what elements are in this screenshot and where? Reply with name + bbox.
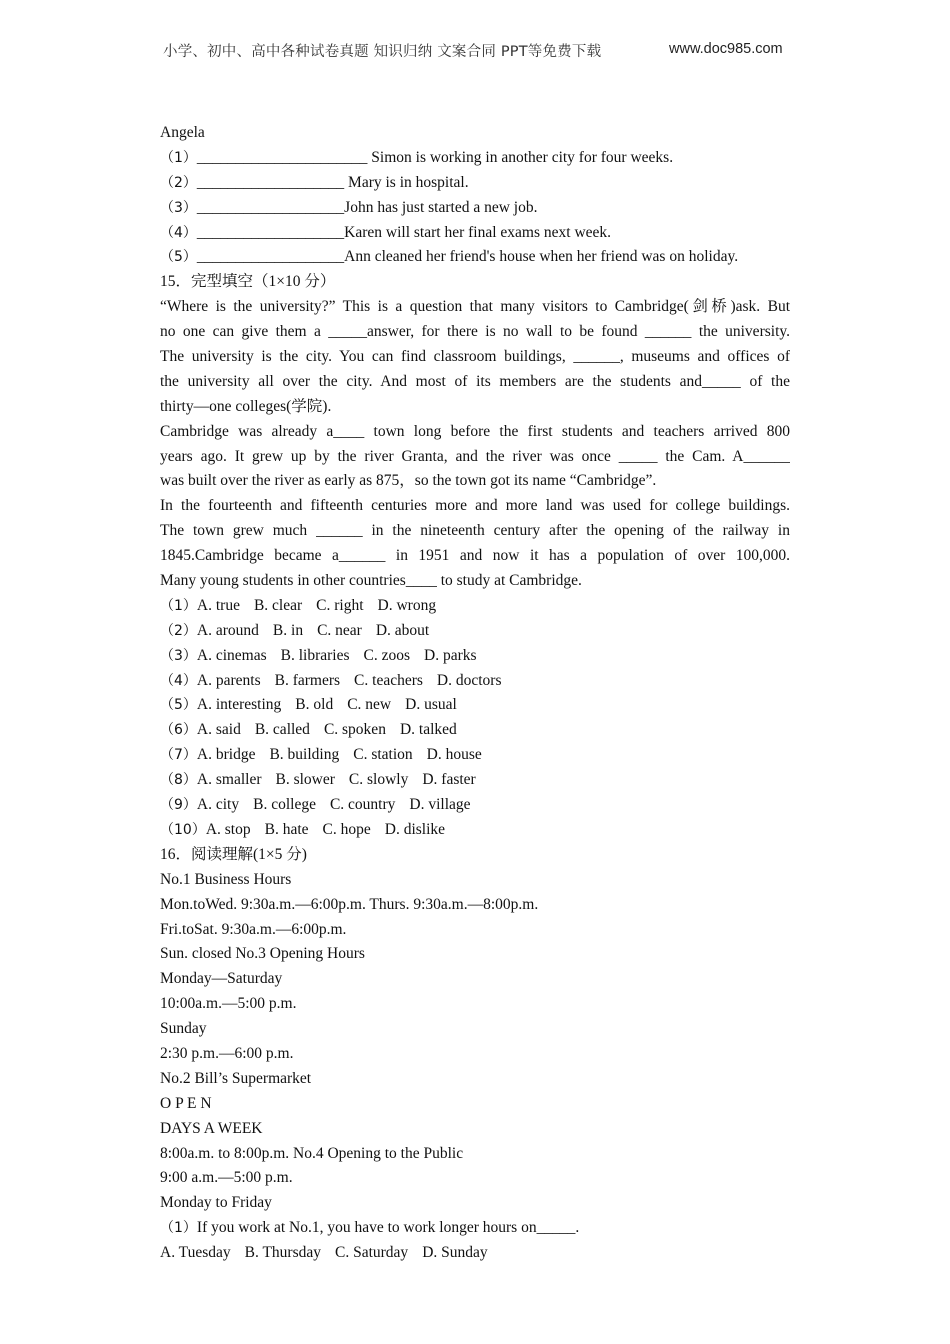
document-body	[160, 121, 790, 1266]
question-text: If you work at No.1, you have to work longer hours on_____.	[196, 1219, 580, 1237]
answer-option[interactable]: D. parks	[424, 646, 477, 664]
question-number: （7）	[160, 747, 197, 764]
notice-line: Monday—Saturday	[160, 970, 283, 988]
matching-item	[160, 146, 790, 171]
item-number: （4）	[160, 224, 197, 241]
passage-line: no one can give them a _____answer, for there is no wall to be found ______ the university.	[160, 323, 790, 341]
answer-option[interactable]: B. clear	[253, 596, 303, 614]
question-number: （2）	[160, 622, 197, 639]
answer-option[interactable]: C. station	[353, 746, 413, 764]
answer-option[interactable]: B. Thursday	[244, 1244, 321, 1262]
question-number: （9）	[160, 797, 197, 814]
item-text: John has just started a new job.	[344, 198, 538, 216]
answer-option[interactable]: D. Sunday	[422, 1244, 488, 1262]
answer-option[interactable]: C. right	[316, 596, 364, 614]
answer-option[interactable]: A. stop	[205, 820, 251, 838]
question-number: （5）	[160, 697, 197, 714]
passage-line: The town grew much ______ in the nineteenth century after the opening of the railway in	[160, 522, 790, 540]
answer-option[interactable]: A. smaller	[196, 771, 262, 789]
cloze-question	[160, 594, 790, 619]
reading-title: 16．阅读理解(1×5 分)	[160, 845, 307, 863]
cloze-question	[160, 693, 790, 718]
notice-line: Mon.toWed. 9:30a.m.—6:00p.m. Thurs. 9:30a.m.—8:00p.m.	[160, 895, 539, 913]
cloze-question	[160, 669, 790, 694]
notice-line: 9:00 a.m.—5:00 p.m.	[160, 1169, 293, 1187]
answer-option[interactable]: D. village	[409, 796, 471, 814]
answer-option[interactable]: D. faster	[422, 771, 476, 789]
answer-option[interactable]: B. in	[272, 621, 304, 639]
item-text: Ann cleaned her friend's house when her friend was on holiday.	[344, 248, 739, 266]
answer-option[interactable]: C. hope	[322, 820, 371, 838]
reading-question	[160, 1216, 790, 1241]
matching-item	[160, 245, 790, 270]
item-number: （5）	[160, 249, 197, 266]
item-number: （1）	[160, 149, 197, 166]
notice-line: Sunday	[160, 1020, 207, 1038]
answer-option[interactable]: C. zoos	[363, 646, 411, 664]
answer-option[interactable]: D. house	[426, 746, 482, 764]
item-text: Simon is working in another city for four weeks.	[367, 148, 674, 166]
passage-line: the university all over the city. And most of its members are the students and_____ of the	[160, 372, 790, 390]
answer-option[interactable]: B. libraries	[280, 646, 350, 664]
cloze-question	[160, 644, 790, 669]
notice-line: O P E N	[160, 1094, 212, 1112]
answer-option[interactable]: C. country	[329, 796, 396, 814]
page-header	[0, 40, 950, 64]
answer-option[interactable]: B. hate	[264, 820, 309, 838]
cloze-question	[160, 818, 790, 843]
cloze-question	[160, 793, 790, 818]
answer-option[interactable]: C. slowly	[348, 771, 409, 789]
notice-line: Monday to Friday	[160, 1194, 272, 1212]
answer-option[interactable]: C. spoken	[323, 721, 386, 739]
passage-line: Many young students in other countries____ to study at Cambridge.	[160, 572, 582, 590]
question-number: （1）	[160, 1220, 197, 1237]
passage-line: In the fourteenth and fifteenth centuries more and more land was used for college buildings.	[160, 497, 790, 515]
answer-option[interactable]: A. interesting	[196, 696, 282, 714]
answer-option[interactable]: B. called	[254, 721, 310, 739]
cloze-question	[160, 619, 790, 644]
question-number: （8）	[160, 772, 197, 789]
cloze-questions	[160, 594, 790, 843]
answer-blank[interactable]: ___________________	[196, 198, 345, 216]
passage-line: 1845.Cambridge became a______ in 1951 and now it has a population of over 100,000.	[160, 547, 790, 565]
answer-option[interactable]: A. said	[196, 721, 241, 739]
item-number: （2）	[160, 174, 197, 191]
answer-option[interactable]: D. wrong	[377, 596, 437, 614]
answer-option[interactable]: B. building	[269, 746, 340, 764]
notice-line: Fri.toSat. 9:30a.m.—6:00p.m.	[160, 920, 347, 938]
item-text: Karen will start her final exams next week.	[344, 223, 612, 241]
answer-option[interactable]: A. bridge	[196, 746, 256, 764]
matching-item	[160, 221, 790, 246]
notice-line: 10:00a.m.—5:00 p.m.	[160, 995, 297, 1013]
notice-line: No.2 Bill’s Supermarket	[160, 1069, 312, 1087]
question-number: （6）	[160, 722, 197, 739]
answer-blank[interactable]: ______________________	[196, 148, 368, 166]
notice-line: No.1 Business Hours	[160, 870, 292, 888]
answer-option[interactable]: C. new	[347, 696, 392, 714]
answer-option[interactable]: D. dislike	[384, 820, 446, 838]
answer-blank[interactable]: ___________________	[196, 248, 345, 266]
cloze-question	[160, 743, 790, 768]
answer-option[interactable]: A. parents	[196, 671, 261, 689]
matching-item	[160, 171, 790, 196]
answer-blank[interactable]: ___________________	[196, 223, 345, 241]
question-number: （4）	[160, 672, 197, 689]
header-text: 小学、初中、高中各种试卷真题 知识归纳 文案合同 PPT等免费下载	[163, 44, 602, 60]
question-number: （3）	[160, 647, 197, 664]
passage-line: was built over the river as early as 875，so the town got its name “Cambridge”.	[160, 472, 657, 490]
passage-line: years ago. It grew up by the river Granta, and the river was once _____ the Cam. A______	[160, 447, 790, 465]
cloze-title: 15．完型填空（1×10 分）	[160, 273, 336, 291]
matching-item	[160, 196, 790, 221]
matching-items	[160, 146, 790, 270]
answer-option[interactable]: D. doctors	[436, 671, 502, 689]
answer-option[interactable]: B. slower	[275, 771, 335, 789]
notice-line: DAYS A WEEK	[160, 1119, 263, 1137]
answer-blank[interactable]: ___________________	[196, 173, 345, 191]
reading-notices	[160, 868, 790, 1216]
answer-option[interactable]: C. teachers	[354, 671, 423, 689]
answer-option[interactable]: D. talked	[399, 721, 457, 739]
passage-line: “Where is the university?” This is a question that many visitors to Cambridge(剑桥)ask. But	[160, 298, 790, 316]
item-text: Mary is in hospital.	[344, 173, 469, 191]
question-number: （10）	[160, 821, 206, 838]
answer-option[interactable]: D. usual	[405, 696, 457, 714]
question-number: （1）	[160, 597, 197, 614]
notice-line: 8:00a.m. to 8:00p.m. No.4 Opening to the Public	[160, 1144, 464, 1162]
cloze-question	[160, 768, 790, 793]
notice-line: 2:30 p.m.—6:00 p.m.	[160, 1044, 294, 1062]
reading-options	[160, 1241, 790, 1266]
answer-option[interactable]: C. near	[317, 621, 362, 639]
notice-line: Sun. closed No.3 Opening Hours	[160, 945, 365, 963]
cloze-question	[160, 718, 790, 743]
passage-line: thirty—one colleges(学院).	[160, 397, 332, 415]
answer-option[interactable]: B. old	[295, 696, 334, 714]
answer-option[interactable]: C. Saturday	[335, 1244, 409, 1262]
answer-option[interactable]: A. city	[196, 796, 240, 814]
answer-option[interactable]: D. about	[375, 621, 430, 639]
passage-line: Cambridge was already a____ town long before the first students and teachers arrived 800	[160, 422, 790, 440]
answer-option[interactable]: A. around	[196, 621, 259, 639]
answer-option[interactable]: A. cinemas	[196, 646, 267, 664]
answer-option[interactable]: A. Tuesday	[160, 1244, 231, 1262]
answer-option[interactable]: B. college	[253, 796, 316, 814]
passage-line: The university is the city. You can find classroom buildings, ______, museums and offices of	[160, 348, 790, 366]
cloze-passage	[160, 295, 790, 594]
item-number: （3）	[160, 199, 197, 216]
answer-option[interactable]: A. true	[196, 596, 240, 614]
header-url[interactable]: www.doc985.com	[669, 41, 783, 57]
answer-option[interactable]: B. farmers	[274, 671, 341, 689]
respondent-name: Angela	[160, 124, 205, 141]
